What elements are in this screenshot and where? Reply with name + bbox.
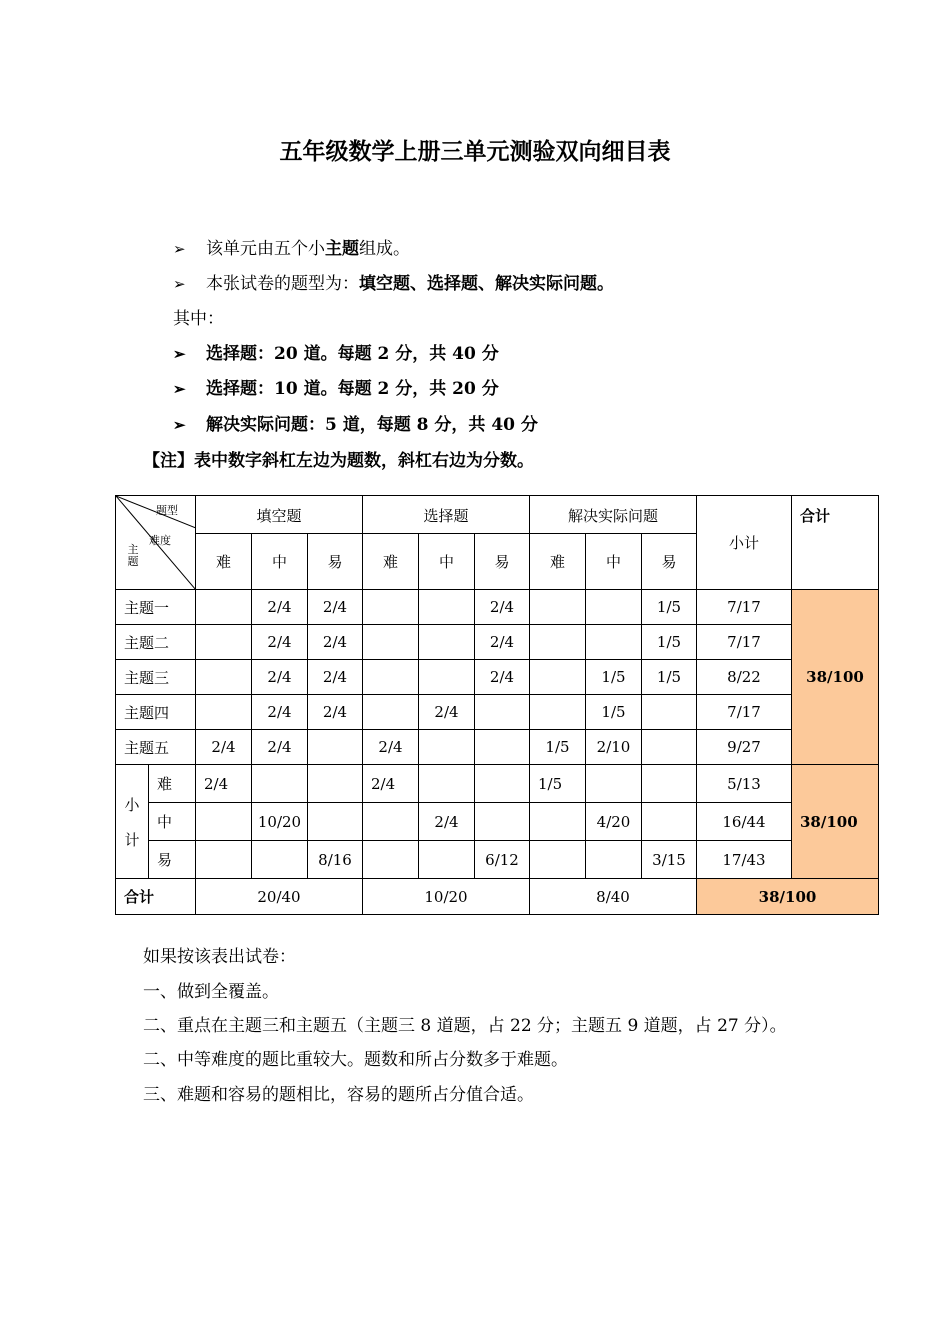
topic-cell: 2/4 [308,625,363,660]
level-header: 易 [475,534,530,590]
arrow-bullet-icon: ➢ [173,275,186,293]
topic-label: 主题二 [116,625,196,660]
subtotal-header: 小计 [697,496,792,590]
level-header: 难 [530,534,586,590]
topic-cell [196,660,252,695]
final-group-0: 20/40 [196,879,363,915]
level-cell: 4/20 [586,803,642,841]
level-cell: 8/16 [308,841,363,879]
intro-line-1-prefix: 该单元由五个小 [206,239,325,259]
topic-cell: 2/4 [308,590,363,625]
level-header: 难 [196,534,252,590]
intro-line-1-suffix: 组成。 [359,239,410,259]
topic-cell [419,660,475,695]
subtotal-block-label-2: 计 [124,830,140,849]
topic-cell: 2/4 [363,730,419,765]
level-cell [196,841,252,879]
level-row [116,765,879,803]
topic-cell [419,625,475,660]
arrow-bullet-icon: ➢ [173,240,186,258]
conclusion-point-3: 二、中等难度的题比重较大。题数和所占分数多于难题。 [143,1050,568,1070]
topic-row [116,590,879,625]
topic-cell: 2/4 [252,625,308,660]
topic-cell: 2/4 [419,695,475,730]
level-cell [530,803,586,841]
level-header: 中 [252,534,308,590]
level-subtotal: 17/43 [697,841,792,879]
level-cell [586,841,642,879]
level-cell [642,803,697,841]
corner-topic-label: 主题 [127,543,139,568]
topic-subtotal: 7/17 [697,625,792,660]
conclusion-point-2: 二、重点在主题三和主题五（主题三 8 道题，占 22 分；主题五 9 道题，占 27 分）。 [143,1016,787,1036]
level-cell [363,841,419,879]
topic-cell: 1/5 [642,625,697,660]
topic-cell [475,695,530,730]
page-title: 五年级数学上册三单元测验双向细目表 [279,139,671,165]
level-subtotal: 5/13 [697,765,792,803]
level-cell: 2/4 [419,803,475,841]
level-header: 易 [308,534,363,590]
topic-cell [196,695,252,730]
topic-row [116,660,879,695]
topic-cell [196,590,252,625]
topic-cell: 1/5 [586,660,642,695]
topic-label: 主题五 [116,730,196,765]
final-total-row [116,879,879,915]
level-subtotal: 16/44 [697,803,792,841]
topic-cell [530,625,586,660]
level-cell: 2/4 [196,765,252,803]
topic-cell [363,625,419,660]
level-cell [586,765,642,803]
topic-cell [586,590,642,625]
level-cell [252,765,308,803]
topic-rows [116,590,879,765]
topic-cell [419,590,475,625]
topic-cell [586,625,642,660]
level-cell: 10/20 [252,803,308,841]
conclusion-lead: 如果按该表出试卷： [143,947,296,967]
final-total-label: 合计 [116,879,196,915]
topic-subtotal: 7/17 [697,695,792,730]
intro-item-2-text: 选择题：10 道。每题 2 分，共 20 分 [206,379,499,399]
topic-cell [642,730,697,765]
level-row [116,803,879,841]
level-row [116,841,879,879]
level-cell [363,803,419,841]
intro-line-2-prefix: 本张试卷的题型为： [206,274,359,294]
topic-cell [363,660,419,695]
among-label: 其中： [173,309,224,329]
intro-item-2 [173,377,499,401]
group-header-1: 选择题 [363,496,530,534]
note: 【注】表中数字斜杠左边为题数，斜杠右边为分数。 [143,451,534,471]
level-label: 难 [149,765,196,803]
topic-cell [475,730,530,765]
topic-cell: 2/4 [308,695,363,730]
topic-label: 主题三 [116,660,196,695]
intro-line-1-bold: 主题 [325,239,359,259]
level-cell [419,765,475,803]
intro-line-2-bold: 填空题、选择题、解决实际问题。 [359,274,614,294]
level-cell [475,765,530,803]
final-total-value: 38/100 [697,879,879,915]
arrow-bullet-icon: ➢ [173,416,186,434]
level-cell [196,803,252,841]
topic-cell [530,660,586,695]
topics-total: 38/100 [792,590,879,765]
final-group-1: 10/20 [363,879,530,915]
levels-total: 38/100 [792,765,879,879]
topic-cell: 2/4 [252,590,308,625]
level-cell [252,841,308,879]
level-rows [116,765,879,879]
conclusion-point-1: 一、做到全覆盖。 [143,982,279,1002]
topic-cell: 1/5 [530,730,586,765]
level-cell [642,765,697,803]
header-row-1 [116,496,879,534]
topic-cell: 1/5 [642,590,697,625]
topic-cell [363,695,419,730]
topic-row [116,625,879,660]
topic-cell: 1/5 [642,660,697,695]
level-header: 中 [586,534,642,590]
level-cell: 1/5 [530,765,586,803]
topic-label: 主题四 [116,695,196,730]
topic-row [116,730,879,765]
topic-label: 主题一 [116,590,196,625]
topic-subtotal: 9/27 [697,730,792,765]
corner-type-label: 题型 [156,504,178,517]
corner-difficulty-label: 难度 [149,534,171,547]
arrow-bullet-icon: ➢ [173,380,186,398]
topic-cell: 2/4 [475,660,530,695]
level-cell: 2/4 [363,765,419,803]
topic-cell: 2/4 [475,625,530,660]
intro-item-1-text: 选择题：20 道。每题 2 分，共 40 分 [206,344,499,364]
level-cell [530,841,586,879]
topic-cell [419,730,475,765]
level-cell [308,765,363,803]
topic-cell [642,695,697,730]
subtotal-block-label-1: 小 [124,795,140,814]
level-cell: 3/15 [642,841,697,879]
topic-cell: 2/4 [475,590,530,625]
topic-cell: 2/4 [308,660,363,695]
level-label: 中 [149,803,196,841]
total-header: 合计 [792,496,879,590]
subtotal-block-label [116,765,149,879]
intro-line-1 [173,237,410,261]
level-cell: 6/12 [475,841,530,879]
topic-cell [363,590,419,625]
intro-item-3 [173,413,538,437]
topic-cell [530,590,586,625]
group-header-0: 填空题 [196,496,363,534]
level-header: 中 [419,534,475,590]
topic-cell: 2/4 [196,730,252,765]
topic-cell [308,730,363,765]
level-cell [419,841,475,879]
final-group-2: 8/40 [530,879,697,915]
topic-cell [530,695,586,730]
level-cell [475,803,530,841]
level-label: 易 [149,841,196,879]
intro-item-3-text: 解决实际问题：5 道，每题 8 分，共 40 分 [206,415,538,435]
corner-cell [116,496,196,590]
intro-item-1 [173,342,499,366]
topic-row [116,695,879,730]
topic-subtotal: 8/22 [697,660,792,695]
topic-cell: 2/10 [586,730,642,765]
level-cell [308,803,363,841]
level-header: 易 [642,534,697,590]
conclusion-point-4: 三、难题和容易的题相比，容易的题所占分值合适。 [143,1085,534,1105]
topic-cell [196,625,252,660]
intro-line-2 [173,272,614,296]
level-header: 难 [363,534,419,590]
topic-cell: 2/4 [252,695,308,730]
group-header-2: 解决实际问题 [530,496,697,534]
topic-cell: 2/4 [252,660,308,695]
topic-subtotal: 7/17 [697,590,792,625]
arrow-bullet-icon: ➢ [173,345,186,363]
topic-cell: 2/4 [252,730,308,765]
specification-table [115,495,879,915]
topic-cell: 1/5 [586,695,642,730]
